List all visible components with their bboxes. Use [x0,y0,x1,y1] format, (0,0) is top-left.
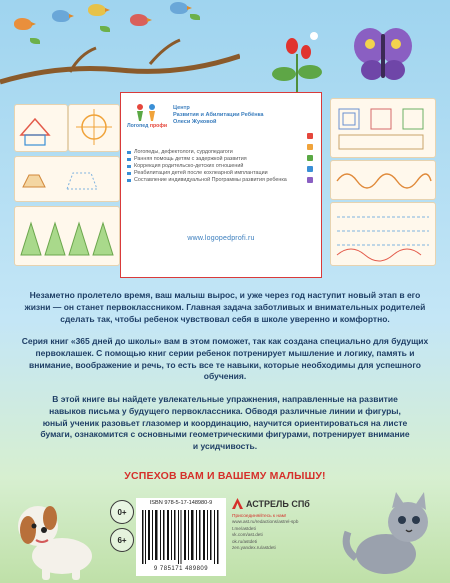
worksheet-thumbnail [330,98,436,158]
description-paragraph: Незаметно пролетело время, ваш малыш вырос, и уже через год наступит новый этап в его жизни — он станет первоклассником. Главная задача заботливых и внимательных родителей сделать так, чтобы ребенок чувствовал себя в школе уверенно и комфортно. [24,290,426,324]
bird-icon [88,4,106,16]
age-rating-badge: 6+ [110,528,134,552]
bird-icon [52,10,70,22]
marker-icon [307,133,313,139]
center-title [173,105,264,126]
center-title-line: Олеси Жуковой [173,119,217,125]
barcode-icon [142,510,220,564]
isbn-text: ISBN 978-5-17-148980-9 [149,500,213,506]
bird-icon [130,14,148,26]
join-us-text: Присоединяйтесь к нам! [232,514,287,519]
leaf-icon [30,38,40,44]
marker-icon [307,177,313,183]
puppy-illustration [6,490,110,582]
age-rating-badge: 0+ [110,500,134,524]
color-markers [307,133,315,188]
worksheet-thumbnail [14,156,120,202]
astrel-logo-icon [232,498,243,509]
slogan: УСПЕХОВ ВАМ И ВАШЕМУ МАЛЫШУ! [124,470,326,482]
publisher-link[interactable]: zen.yandex.ru/astdeti [232,545,276,551]
logoped-profi-ad-card [120,92,322,278]
strawberry-plant-illustration [262,24,332,94]
publisher-link[interactable]: t.me/astdeti [232,525,256,531]
publisher-link[interactable]: vk.com/ast.deti [232,532,263,538]
worksheet-thumbnail [68,104,120,152]
publisher-brand: АСТРЕЛЬ СПб [246,498,310,509]
marker-icon [307,144,313,150]
kitten-illustration [338,488,446,582]
center-title-line: Развития и Абилитации Ребёнка [173,112,264,118]
bird-icon [14,18,32,30]
publisher-link[interactable]: ok.ru/astdeti [232,538,258,544]
publisher-block [232,498,332,576]
marker-icon [307,166,313,172]
bird-icon [170,2,188,14]
description-paragraph: Серия книг «365 дней до школы» вам в этом поможет, так как создана специально для будущих первоклашек. С помощью книг серии ребенок потренирует мышление и логику, память и внимание, воображение и речь, то есть все те навыки, которые необходимы для успешного обучения. [21,336,429,382]
logo-text: Логопед [127,123,149,129]
service-item: Ранняя помощь детям с задержкой развития [127,156,315,163]
website-link[interactable]: www.logopedprofi.ru [187,235,255,242]
services-list [127,149,315,184]
leaf-icon [190,14,200,20]
worksheet-thumbnail [330,160,436,200]
marker-icon [307,155,313,161]
service-item: Коррекция родительско-детских отношений [127,163,315,170]
logo-text: профи [149,123,168,129]
center-title-line: Центр [173,105,190,111]
publisher-link[interactable]: www.ast.ru/redactions/astrel-spb [232,519,299,524]
worksheet-thumbnail [14,206,120,266]
worksheet-thumbnail [330,202,436,266]
service-item: Логопеды, дефектологи, сурдопедагоги [127,149,315,156]
worksheet-thumbnail [14,104,68,152]
description-paragraph: В этой книге вы найдете увлекательные упражнения, направленные на развитие навыков письма у будущего первоклассника. Обводя различные линии и фигуры, юный ученик разовьет глазомер и координацию, научится ориентироваться на листе бумаги, ознакомится с основными геометрическими фигурами, потренирует внимание и усидчивость. [40,394,410,452]
barcode-number: 9 785171 489809 [153,566,209,572]
service-item: Реабилитация детей после кохлеарной имплантации [127,170,315,177]
butterfly-illustration [352,26,414,82]
leaf-icon [100,26,110,32]
service-item: Составление индивидуальной Программы развития ребенка [127,177,315,184]
